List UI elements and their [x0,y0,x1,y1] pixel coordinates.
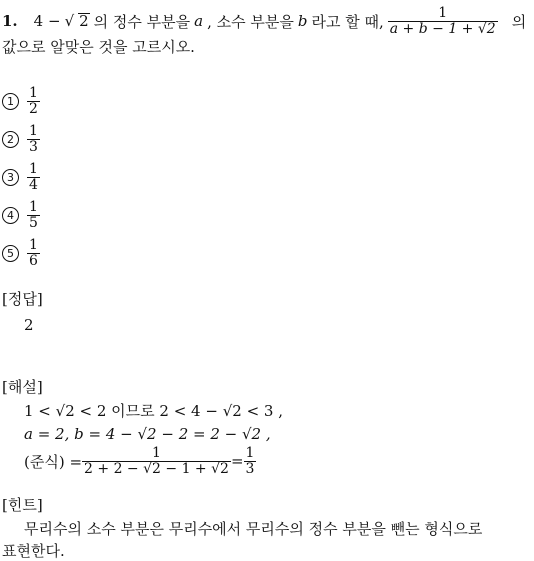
option-fraction [27,86,40,116]
option-numerator: 1 [29,85,38,101]
sqrt-argument: 2 [79,12,89,31]
explanation-result [244,446,257,476]
explanation-fraction [82,446,231,476]
question-line-2: 값으로 알맞은 것을 고르시오. [2,38,195,56]
option-denominator: 4 [29,176,38,193]
option-denominator: 3 [29,138,38,155]
option-1[interactable] [2,86,40,116]
fraction-denominator: a + b − 1 + √2 [389,20,496,37]
option-denominator: 6 [29,252,38,269]
option-fraction [27,124,40,154]
result-numerator: 1 [245,445,255,461]
question-text-d: 라고 할 때, [311,12,384,31]
explanation-numerator: 1 [152,445,161,461]
hint-line-1: 무리수의 소수 부분은 무리수에서 무리수의 정수 부분을 뺀는 형식으로 [24,520,483,538]
option-numerator: 1 [29,237,38,253]
option-marker: 2 [2,131,19,148]
variable-a: a [194,12,204,31]
question-text-e: 의 [511,12,527,31]
option-numerator: 1 [29,161,38,177]
explanation-label: [해설] [2,378,43,396]
option-2[interactable] [2,124,40,154]
option-marker: 3 [2,169,19,186]
question-line-1 [2,6,526,36]
question-number: 1. [2,12,18,31]
explanation-line-3-left: (준식) = [24,452,83,471]
option-5[interactable] [2,238,40,268]
sqrt-symbol: √ [64,12,75,31]
question-text-b: 의 정수 부분을 [93,12,191,31]
option-numerator: 1 [29,199,38,215]
fraction-numerator: 1 [438,5,448,21]
option-4[interactable] [2,200,40,230]
variable-b: b [297,12,308,31]
question-fraction [388,6,498,36]
answer-value: 2 [24,316,34,334]
explanation-equals: = [230,452,244,471]
option-fraction [27,200,40,230]
option-3[interactable] [2,162,40,192]
question-text-a: 4 − [33,12,61,31]
explanation-line-2: a = 2, b = 4 − √2 − 2 = 2 − √2 , [24,425,271,443]
option-fraction [27,238,40,268]
question-text-c: , 소수 부분을 [207,12,294,31]
answer-label: [정답] [2,290,43,308]
hint-label: [힌트] [2,496,43,514]
explanation-denominator: 2 + 2 − √2 − 1 + √2 [84,460,229,477]
option-fraction [27,162,40,192]
option-denominator: 5 [29,214,38,231]
explanation-line-1: 1 < √2 < 2 이므로 2 < 4 − √2 < 3 , [24,402,283,420]
result-denominator: 3 [245,460,255,477]
option-denominator: 2 [29,100,38,117]
option-marker: 1 [2,93,19,110]
option-marker: 5 [2,245,19,262]
option-numerator: 1 [29,123,38,139]
option-marker: 4 [2,207,19,224]
explanation-line-3 [24,446,256,476]
hint-line-2: 표현한다. [2,542,65,560]
